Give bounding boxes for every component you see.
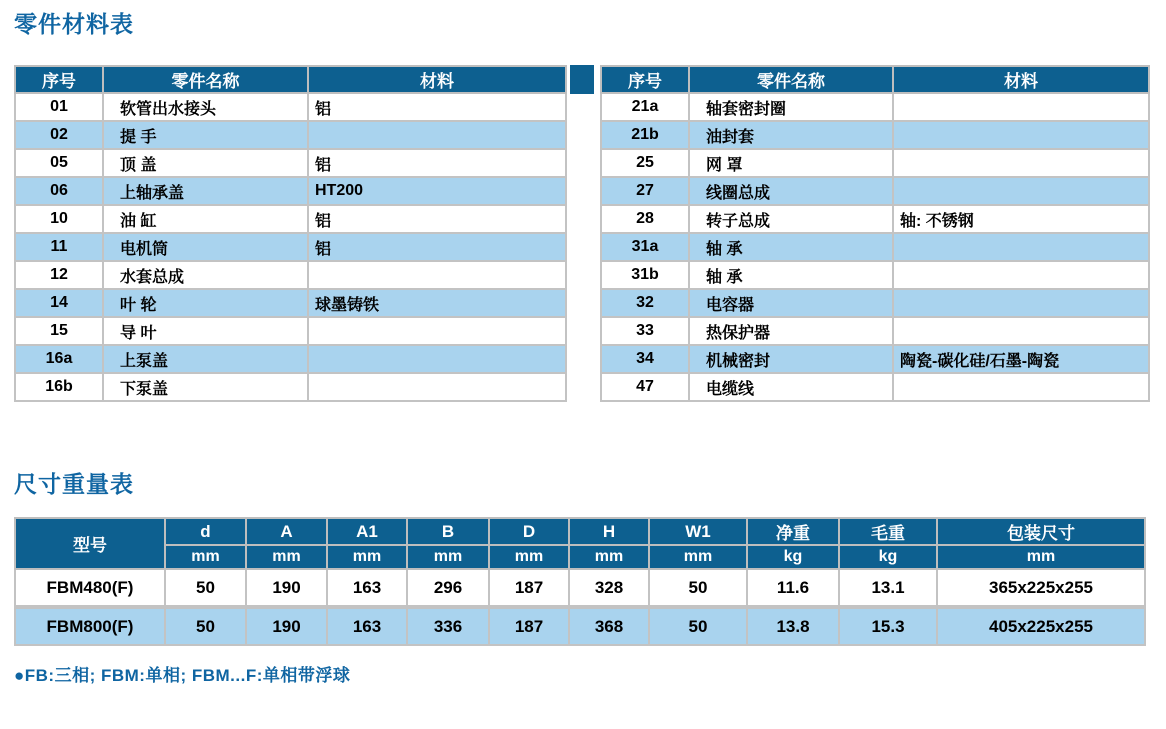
part-material: 球墨铸铁	[308, 289, 566, 317]
part-material	[308, 121, 566, 149]
dims-value: 365x225x255	[937, 569, 1145, 607]
dims-value: 50	[165, 607, 246, 645]
column-header-material: 材料	[893, 66, 1149, 93]
dims-column-unit: mm	[246, 545, 327, 569]
dims-column-label: d	[165, 518, 246, 545]
dims-value: 50	[649, 607, 747, 645]
part-number: 31b	[601, 261, 689, 289]
part-name: 转子总成	[689, 205, 893, 233]
part-number: 15	[15, 317, 103, 345]
dimensions-table-title: 尺寸重量表	[14, 471, 134, 497]
part-name: 电机筒	[103, 233, 308, 261]
model-code-footnote: ●FB:三相; FBM:单相; FBM...F:单相带浮球	[14, 666, 351, 685]
parts-table-left	[14, 65, 567, 402]
dims-value: 368	[569, 607, 649, 645]
part-number: 47	[601, 373, 689, 401]
part-name: 下泵盖	[103, 373, 308, 401]
part-material	[893, 317, 1149, 345]
dims-column-label: A	[246, 518, 327, 545]
part-number: 32	[601, 289, 689, 317]
parts-row	[601, 177, 1149, 205]
table-divider-column	[567, 65, 600, 94]
part-material	[893, 177, 1149, 205]
part-number: 25	[601, 149, 689, 177]
dims-value: 336	[407, 607, 489, 645]
dims-column-label: 包装尺寸	[937, 518, 1145, 545]
part-name: 热保护器	[689, 317, 893, 345]
part-material	[893, 261, 1149, 289]
dims-value: 405x225x255	[937, 607, 1145, 645]
parts-row	[601, 373, 1149, 401]
part-name: 轴套密封圈	[689, 93, 893, 121]
parts-row	[15, 345, 566, 373]
parts-row	[15, 121, 566, 149]
parts-header-row	[15, 66, 566, 93]
column-header-name: 零件名称	[103, 66, 308, 93]
part-number: 14	[15, 289, 103, 317]
dims-column-label: B	[407, 518, 489, 545]
parts-row	[601, 233, 1149, 261]
dims-value: 50	[165, 569, 246, 607]
dims-header-labels-row	[15, 518, 1145, 545]
part-number: 21a	[601, 93, 689, 121]
column-header-number: 序号	[601, 66, 689, 93]
parts-row	[601, 289, 1149, 317]
part-name: 线圈总成	[689, 177, 893, 205]
dims-row	[15, 569, 1145, 607]
part-number: 02	[15, 121, 103, 149]
column-header-number: 序号	[15, 66, 103, 93]
parts-table-title: 零件材料表	[14, 11, 134, 37]
part-number: 16a	[15, 345, 103, 373]
column-header-name: 零件名称	[689, 66, 893, 93]
part-material	[308, 345, 566, 373]
dims-column-unit: kg	[747, 545, 839, 569]
dims-value: 187	[489, 607, 569, 645]
parts-row	[601, 149, 1149, 177]
part-material	[893, 121, 1149, 149]
part-name: 电容器	[689, 289, 893, 317]
part-name: 电缆线	[689, 373, 893, 401]
part-number: 05	[15, 149, 103, 177]
part-name: 轴 承	[689, 261, 893, 289]
dims-header-units-row	[15, 545, 1145, 569]
part-number: 11	[15, 233, 103, 261]
parts-row	[15, 93, 566, 121]
part-material: 陶瓷-碳化硅/石墨-陶瓷	[893, 345, 1149, 373]
part-name: 顶 盖	[103, 149, 308, 177]
parts-row	[15, 289, 566, 317]
part-material	[308, 261, 566, 289]
dims-column-label: A1	[327, 518, 407, 545]
dims-value: 190	[246, 569, 327, 607]
part-number: 33	[601, 317, 689, 345]
dims-value: 190	[246, 607, 327, 645]
dimensions-table	[14, 517, 1146, 646]
part-name: 轴 承	[689, 233, 893, 261]
part-number: 21b	[601, 121, 689, 149]
part-material	[308, 373, 566, 401]
parts-row	[15, 261, 566, 289]
part-name: 叶 轮	[103, 289, 308, 317]
parts-row	[601, 345, 1149, 373]
part-number: 06	[15, 177, 103, 205]
parts-row	[15, 317, 566, 345]
parts-row	[601, 317, 1149, 345]
parts-row	[601, 121, 1149, 149]
part-number: 28	[601, 205, 689, 233]
dims-value: 163	[327, 607, 407, 645]
part-material: 铝	[308, 149, 566, 177]
column-header-material: 材料	[308, 66, 566, 93]
part-name: 上轴承盖	[103, 177, 308, 205]
part-name: 上泵盖	[103, 345, 308, 373]
dims-column-label: H	[569, 518, 649, 545]
dims-column-unit: mm	[165, 545, 246, 569]
dims-column-unit: mm	[327, 545, 407, 569]
dims-value: 328	[569, 569, 649, 607]
part-name: 软管出水接头	[103, 93, 308, 121]
dims-column-unit: mm	[489, 545, 569, 569]
parts-row	[15, 177, 566, 205]
part-name: 机械密封	[689, 345, 893, 373]
part-name: 提 手	[103, 121, 308, 149]
part-material	[893, 149, 1149, 177]
part-number: 27	[601, 177, 689, 205]
parts-row	[601, 205, 1149, 233]
parts-row	[601, 93, 1149, 121]
dims-value: 296	[407, 569, 489, 607]
part-name: 导 叶	[103, 317, 308, 345]
dims-value: 13.1	[839, 569, 937, 607]
part-number: 31a	[601, 233, 689, 261]
part-material	[893, 93, 1149, 121]
part-material: 铝	[308, 205, 566, 233]
part-name: 油 缸	[103, 205, 308, 233]
part-material	[893, 233, 1149, 261]
part-material	[893, 289, 1149, 317]
dims-value: 163	[327, 569, 407, 607]
part-material	[308, 317, 566, 345]
parts-row	[601, 261, 1149, 289]
dims-value: 15.3	[839, 607, 937, 645]
dims-column-label: W1	[649, 518, 747, 545]
part-number: 16b	[15, 373, 103, 401]
column-header-model: 型号	[15, 518, 165, 569]
model-name: FBM480(F)	[15, 569, 165, 607]
part-material: HT200	[308, 177, 566, 205]
dims-column-unit: mm	[937, 545, 1145, 569]
dims-value: 50	[649, 569, 747, 607]
dims-value: 11.6	[747, 569, 839, 607]
part-material: 铝	[308, 233, 566, 261]
dims-column-unit: kg	[839, 545, 937, 569]
parts-row	[15, 373, 566, 401]
parts-header-row	[601, 66, 1149, 93]
dims-column-unit: mm	[569, 545, 649, 569]
parts-tables-section	[14, 65, 1148, 402]
parts-row	[15, 149, 566, 177]
part-name: 水套总成	[103, 261, 308, 289]
dims-column-unit: mm	[407, 545, 489, 569]
parts-row	[15, 233, 566, 261]
part-number: 10	[15, 205, 103, 233]
dims-row	[15, 607, 1145, 645]
part-material	[893, 373, 1149, 401]
model-name: FBM800(F)	[15, 607, 165, 645]
part-number: 12	[15, 261, 103, 289]
part-name: 油封套	[689, 121, 893, 149]
part-material: 轴: 不锈钢	[893, 205, 1149, 233]
dims-value: 13.8	[747, 607, 839, 645]
dims-column-unit: mm	[649, 545, 747, 569]
dims-column-label: 净重	[747, 518, 839, 545]
dims-column-label: 毛重	[839, 518, 937, 545]
parts-table-right	[600, 65, 1150, 402]
dims-value: 187	[489, 569, 569, 607]
table-divider-header-block	[570, 65, 594, 94]
part-material: 铝	[308, 93, 566, 121]
parts-row	[15, 205, 566, 233]
part-number: 34	[601, 345, 689, 373]
part-name: 网 罩	[689, 149, 893, 177]
dims-column-label: D	[489, 518, 569, 545]
part-number: 01	[15, 93, 103, 121]
